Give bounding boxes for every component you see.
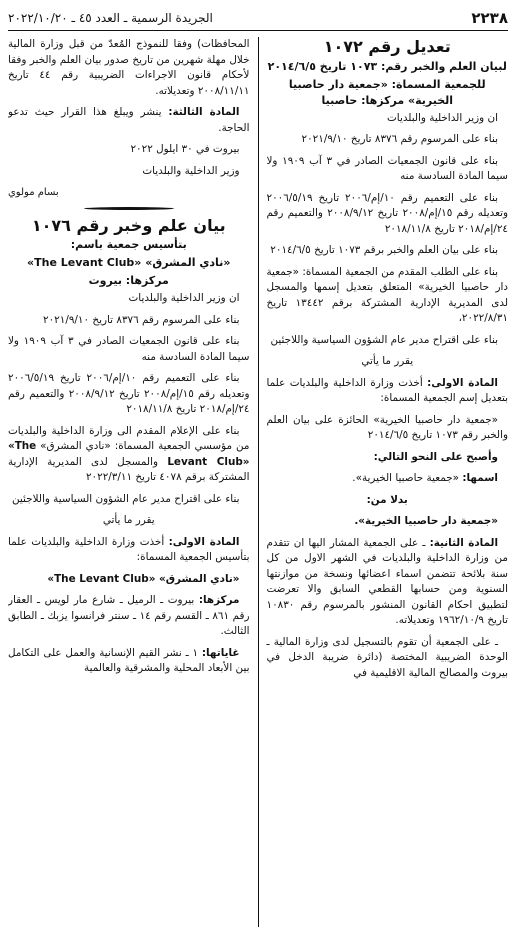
decides-line-2: يقرر ما يأتي	[102, 514, 155, 526]
old-name-value: «جمعية دار حاصبيا الخيرية».	[354, 515, 498, 527]
gazette-issue-line: الجريدة الرسمية ـ العدد ٤٥ ـ ٢٠٢٢/١٠/٢٠	[8, 11, 213, 25]
club-quote-latin: «The Levant Club»	[47, 572, 156, 585]
amendment-heading-1: لبيان العلم والخبر رقم: ١٠٧٣ تاريخ ٢٠١٤/٦/٥	[267, 59, 507, 73]
column-divider	[258, 37, 259, 927]
headquarters-text: بيروت ـ الرميل ـ شارع مار لويس ـ العقار رقم ٨٦١ ـ القسم رقم ١٤ ـ سنتر فرانسوا يزبك ـ الطابق الثالث.	[7, 594, 250, 637]
recital-decree-2: بناء على المرسوم رقم ٨٣٧٦ تاريخ ٢٠٢١/٩/١٠	[43, 313, 240, 326]
recital-request: بناء على الطلب المقدم من الجمعية المسماة: «جمعية دار حاصبيا الخيرية» المتعلق بتعديل إسمها والمسجل لدى المديرية الإدارية المشتركة برقم ١٣٤٤٢ تاريخ ٢٠٢٢/٨/٣١،	[266, 265, 508, 324]
decides-line: يقرر ما يأتي	[361, 355, 414, 367]
left-column	[8, 37, 256, 927]
new-name-value: «جمعية حاصبيا الخيرية».	[352, 472, 460, 484]
page-number: ٢٢٣٨	[471, 9, 508, 27]
two-column-body	[8, 37, 508, 927]
statement-heading-1: بتأسيس جمعية باسم:	[70, 238, 187, 251]
article-1-text: أخذت وزارة الداخلية والبلديات علما بتعديل إسم الجمعية المسماة:	[266, 376, 508, 404]
becomes-label: وأصبح على النحو التالي:	[373, 450, 498, 463]
headquarters	[8, 593, 250, 640]
article-2-tax-registration: ـ على الجمعية أن تقوم بالتسجيل لدى وزارة المالية ـ الوحدة الضريبية المختصة (دائرة ضريبة الدخل في بيروت والمصالح المالية الاقليمية في	[266, 635, 508, 679]
signature-block	[8, 142, 250, 201]
recital-law: بناء على قانون الجمعيات الصادر في ٣ آب ١٩٠٩ ولا سيما المادة السادسة منه	[266, 154, 508, 182]
page-header	[8, 6, 508, 31]
recital-statement: بناء على بيان العلم والخبر برقم ١٠٧٣ تاريخ ٢٠١٤/٦/٥	[270, 244, 498, 256]
club-quote-arabic: «نادي المشرق»	[159, 572, 240, 585]
signature-name: بسام مولوي	[7, 187, 59, 198]
right-column	[260, 37, 508, 927]
goals-label: غاياتها:	[201, 646, 240, 659]
recital-decree: بناء على المرسوم رقم ٨٣٧٦ تاريخ ٢٠٢١/٩/١٠	[301, 133, 498, 145]
recital-circular-2: بناء على التعميم رقم ١٠/إم/٢٠٠٦ تاريخ ٢٠٠٦/٥/١٩ وتعديله رقم ١٥/إم/٢٠٠٨ تاريخ ٢٠٠٨/٩/١٢ والتعميم رقم ٢٤/إم/٢٠١٨ تاريخ ٢٠١٨/١١/٨	[7, 372, 250, 415]
signature-date: بيروت في ٣٠ ايلول ٢٠٢٢	[130, 143, 240, 155]
recital-circular: بناء على التعميم رقم ١٠/إم/٢٠٠٦ تاريخ ٢٠٠٦/٥/١٩ وتعديله رقم ١٥/إم/٢٠٠٨ تاريخ ٢٠٠٨/٩/١٢ والتعميم رقم ٢٤/إم/٢٠١٨ تاريخ ٢٠١٨/١١/٨	[266, 191, 508, 235]
article-2-label: المادة الثانية:	[429, 536, 499, 549]
statement-title: بيان علم وخبر رقم ١٠٧٦	[31, 215, 226, 235]
article-1-label-2: المادة الاولى:	[168, 535, 240, 548]
article-2-text: ـ على الجمعية المشار اليها ان تتقدم من وزارة الداخلية والبلديات في الشهر الاول من كل سنة بلائحة تتضمن اسماء اعضائها ونسخة من موازنتها السنوية ومن حسابها القطعي السابق والا تعرضت لتطبيق احكام القانون المنشور بالمرسوم رقم ١٠٨٣٠ تاريخ ١٩٦٢/١٠/٩ وتعديلاته.	[266, 536, 508, 626]
article-1-quote-2	[8, 572, 250, 588]
article-1	[266, 376, 508, 407]
recital-law-2: بناء على قانون الجمعيات الصادر في ٣ آب ١٩٠٩ ولا سيما المادة السادسة منه	[7, 335, 250, 363]
article-2	[266, 536, 508, 629]
continued-text: المحافظات) وفقا للنموذج المُعدّ من قبل وزارة المالية خلال مهلة شهرين من تاريخ صدور بيان العلم والخبر وفقا لأحكام قانون الاجراءات الضريبية رقم ٤٤ تاريخ ٢٠٠٨/١١/١١ وتعديلاته.	[7, 38, 250, 97]
statement-heading-3: مركزها: بيروت	[88, 274, 169, 287]
minister-intro-2: ان وزير الداخلية والبلديات	[128, 292, 240, 304]
article-1-quote: «جمعية دار حاصبيا الخيرية» الحائزة على بيان العلم والخبر رقم ١٠٧٣ تاريخ ٢٠١٤/٦/٥	[266, 413, 508, 441]
article-3-text: ينشر ويبلغ هذا القرار حيث تدعو الحاجة.	[7, 106, 250, 134]
article-3	[8, 105, 250, 136]
minister-intro: ان وزير الداخلية والبلديات	[387, 111, 498, 124]
recital-notice-text-a: بناء على الإعلام المقدم الى وزارة الداخلية والبلديات من مؤسسي الجمعية المسماة: «نادي المشرق»	[7, 424, 250, 452]
signature-title: وزير الداخلية والبلديات	[142, 164, 240, 177]
recital-notice-2	[8, 424, 250, 486]
article-3-label: المادة الثالثة:	[168, 106, 240, 118]
club-name-arabic: «نادي المشرق»	[145, 256, 231, 269]
amendment-heading-2: للجمعية المسماة: «جمعية دار حاصبيا الخيرية» مركزها: حاصبيا	[288, 77, 486, 107]
amendment-title: تعديل رقم ١٠٧٢	[323, 37, 451, 56]
recital-notice-text-b: والمسجل لدى المديرية الإدارية المشتركة برقم ٤٠٧٨ تاريخ ٢٠٢٢/٣/١١	[7, 455, 250, 483]
new-name-label: اسمها:	[462, 472, 498, 484]
section-divider	[8, 207, 250, 210]
headquarters-label: مركزها:	[198, 594, 240, 606]
new-name-line	[266, 471, 508, 487]
goals	[8, 646, 250, 677]
recital-proposal-2: بناء على اقتراح مدير عام الشؤون السياسية واللاجئين	[11, 492, 240, 505]
recital-proposal: بناء على اقتراح مدير عام الشؤون السياسية واللاجئين	[270, 333, 498, 346]
statement-heading-2	[8, 255, 250, 271]
recital-notice-latin: «The Levant Club»	[7, 440, 250, 468]
article-1-text-2: أخذت وزارة الداخلية والبلديات علما بتأسيس الجمعية المسماة:	[7, 535, 250, 563]
goals-text: ١ ـ نشر القيم الإنسانية والعمل على التكامل بين الأبعاد المحلية والمشرقية والعالمية	[7, 646, 250, 674]
instead-label: بدلا من:	[366, 493, 408, 506]
article-1-label: المادة الاولى:	[427, 376, 498, 389]
article-1-2	[8, 535, 250, 566]
club-name-latin: «The Levant Club»	[27, 256, 142, 269]
